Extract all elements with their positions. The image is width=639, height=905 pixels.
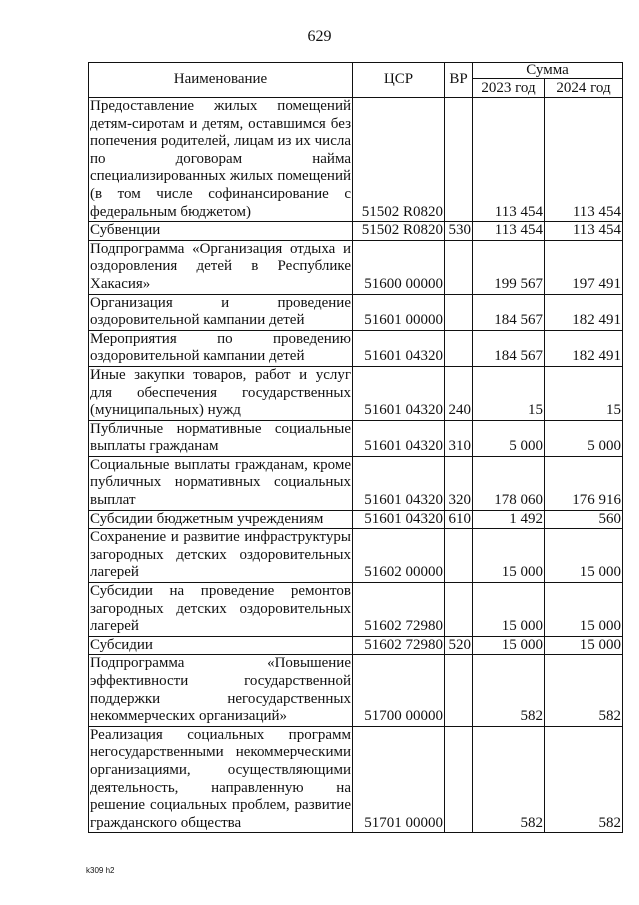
table-row xyxy=(89,330,623,366)
row-name: Иные закупки товаров, работ и услуг для обеспечения государственных (муниципальных) нужд xyxy=(89,366,353,420)
row-vr xyxy=(445,726,473,833)
table-row xyxy=(89,510,623,529)
row-sum-2023: 113 454 xyxy=(473,222,545,241)
row-sum-2024: 5 000 xyxy=(545,420,623,456)
row-vr xyxy=(445,98,473,222)
row-csr: 51701 00000 xyxy=(353,726,445,833)
row-sum-2023: 1 492 xyxy=(473,510,545,529)
row-sum-2023: 15 xyxy=(473,366,545,420)
row-name: Субсидии на проведение ремонтов загородных детских оздоровительных лагерей xyxy=(89,583,353,637)
row-vr xyxy=(445,529,473,583)
row-vr xyxy=(445,330,473,366)
row-sum-2024: 197 491 xyxy=(545,240,623,294)
table-body xyxy=(89,98,623,833)
header-year-2024: 2024 год xyxy=(545,79,623,98)
row-csr: 51601 04320 xyxy=(353,366,445,420)
row-sum-2024: 176 916 xyxy=(545,456,623,510)
row-vr xyxy=(445,583,473,637)
row-sum-2024: 15 000 xyxy=(545,583,623,637)
row-sum-2024: 182 491 xyxy=(545,294,623,330)
table-row xyxy=(89,655,623,726)
row-sum-2024: 582 xyxy=(545,655,623,726)
row-sum-2024: 182 491 xyxy=(545,330,623,366)
table-row xyxy=(89,98,623,222)
row-name: Публичные нормативные социальные выплаты гражданам xyxy=(89,420,353,456)
row-sum-2024: 15 000 xyxy=(545,529,623,583)
row-sum-2024: 15 xyxy=(545,366,623,420)
row-name: Субсидии бюджетным учреждениям xyxy=(89,510,353,529)
row-csr: 51600 00000 xyxy=(353,240,445,294)
row-sum-2023: 184 567 xyxy=(473,330,545,366)
row-sum-2024: 560 xyxy=(545,510,623,529)
table-row xyxy=(89,636,623,655)
row-csr: 51502 R0820 xyxy=(353,98,445,222)
row-vr: 520 xyxy=(445,636,473,655)
row-sum-2023: 15 000 xyxy=(473,529,545,583)
row-name: Социальные выплаты гражданам, кроме публичных нормативных социальных выплат xyxy=(89,456,353,510)
row-vr: 310 xyxy=(445,420,473,456)
row-vr: 320 xyxy=(445,456,473,510)
row-sum-2023: 113 454 xyxy=(473,98,545,222)
row-name: Субсидии xyxy=(89,636,353,655)
header-sum: Сумма xyxy=(473,63,623,79)
row-name: Предоставление жилых помещений детям-сиротам и детям, оставшимся без попечения родителей, лицам из их числа по договорам найма специализированных жилых помещений (в том числе софинансирование с федеральным бюджетом) xyxy=(89,98,353,222)
row-vr: 610 xyxy=(445,510,473,529)
row-csr: 51602 72980 xyxy=(353,636,445,655)
header-year-2023: 2023 год xyxy=(473,79,545,98)
page-number: 629 xyxy=(307,28,332,45)
header-name: Наименование xyxy=(89,63,353,98)
table-row xyxy=(89,529,623,583)
row-csr: 51601 04320 xyxy=(353,420,445,456)
row-sum-2023: 199 567 xyxy=(473,240,545,294)
row-sum-2023: 582 xyxy=(473,655,545,726)
footer-code: k309 h2 xyxy=(86,866,115,875)
table-row xyxy=(89,240,623,294)
row-name: Реализация социальных программ негосударственными некоммерческими организациями, осуществляющими деятельность, направленную на решение социальных проблем, развитие гражданского общества xyxy=(89,726,353,833)
header-csr: ЦСР xyxy=(353,63,445,98)
row-csr: 51602 72980 xyxy=(353,583,445,637)
table-row xyxy=(89,294,623,330)
row-csr: 51601 04320 xyxy=(353,330,445,366)
header-vr: ВР xyxy=(445,63,473,98)
table-row xyxy=(89,222,623,241)
row-name: Подпрограмма «Повышение эффективности государственной поддержки негосударственных некоммерческих организаций» xyxy=(89,655,353,726)
row-csr: 51602 00000 xyxy=(353,529,445,583)
row-sum-2024: 113 454 xyxy=(545,222,623,241)
row-vr xyxy=(445,240,473,294)
table-row xyxy=(89,583,623,637)
row-name: Подпрограмма «Организация отдыха и оздоровления детей в Республике Хакасия» xyxy=(89,240,353,294)
table-row xyxy=(89,726,623,833)
row-csr: 51502 R0820 xyxy=(353,222,445,241)
row-csr: 51601 04320 xyxy=(353,456,445,510)
row-vr: 240 xyxy=(445,366,473,420)
row-csr: 51700 00000 xyxy=(353,655,445,726)
row-sum-2023: 582 xyxy=(473,726,545,833)
row-sum-2023: 15 000 xyxy=(473,583,545,637)
row-sum-2024: 582 xyxy=(545,726,623,833)
row-sum-2023: 184 567 xyxy=(473,294,545,330)
row-sum-2023: 178 060 xyxy=(473,456,545,510)
row-sum-2023: 15 000 xyxy=(473,636,545,655)
row-name: Организация и проведение оздоровительной кампании детей xyxy=(89,294,353,330)
row-vr xyxy=(445,655,473,726)
row-csr: 51601 04320 xyxy=(353,510,445,529)
row-vr xyxy=(445,294,473,330)
row-name: Сохранение и развитие инфраструктуры загородных детских оздоровительных лагерей xyxy=(89,529,353,583)
row-vr: 530 xyxy=(445,222,473,241)
row-sum-2024: 15 000 xyxy=(545,636,623,655)
budget-table xyxy=(88,62,623,833)
table-row xyxy=(89,420,623,456)
row-name: Субвенции xyxy=(89,222,353,241)
row-sum-2023: 5 000 xyxy=(473,420,545,456)
table-row xyxy=(89,456,623,510)
row-sum-2024: 113 454 xyxy=(545,98,623,222)
row-name: Мероприятия по проведению оздоровительной кампании детей xyxy=(89,330,353,366)
row-csr: 51601 00000 xyxy=(353,294,445,330)
table-row xyxy=(89,366,623,420)
